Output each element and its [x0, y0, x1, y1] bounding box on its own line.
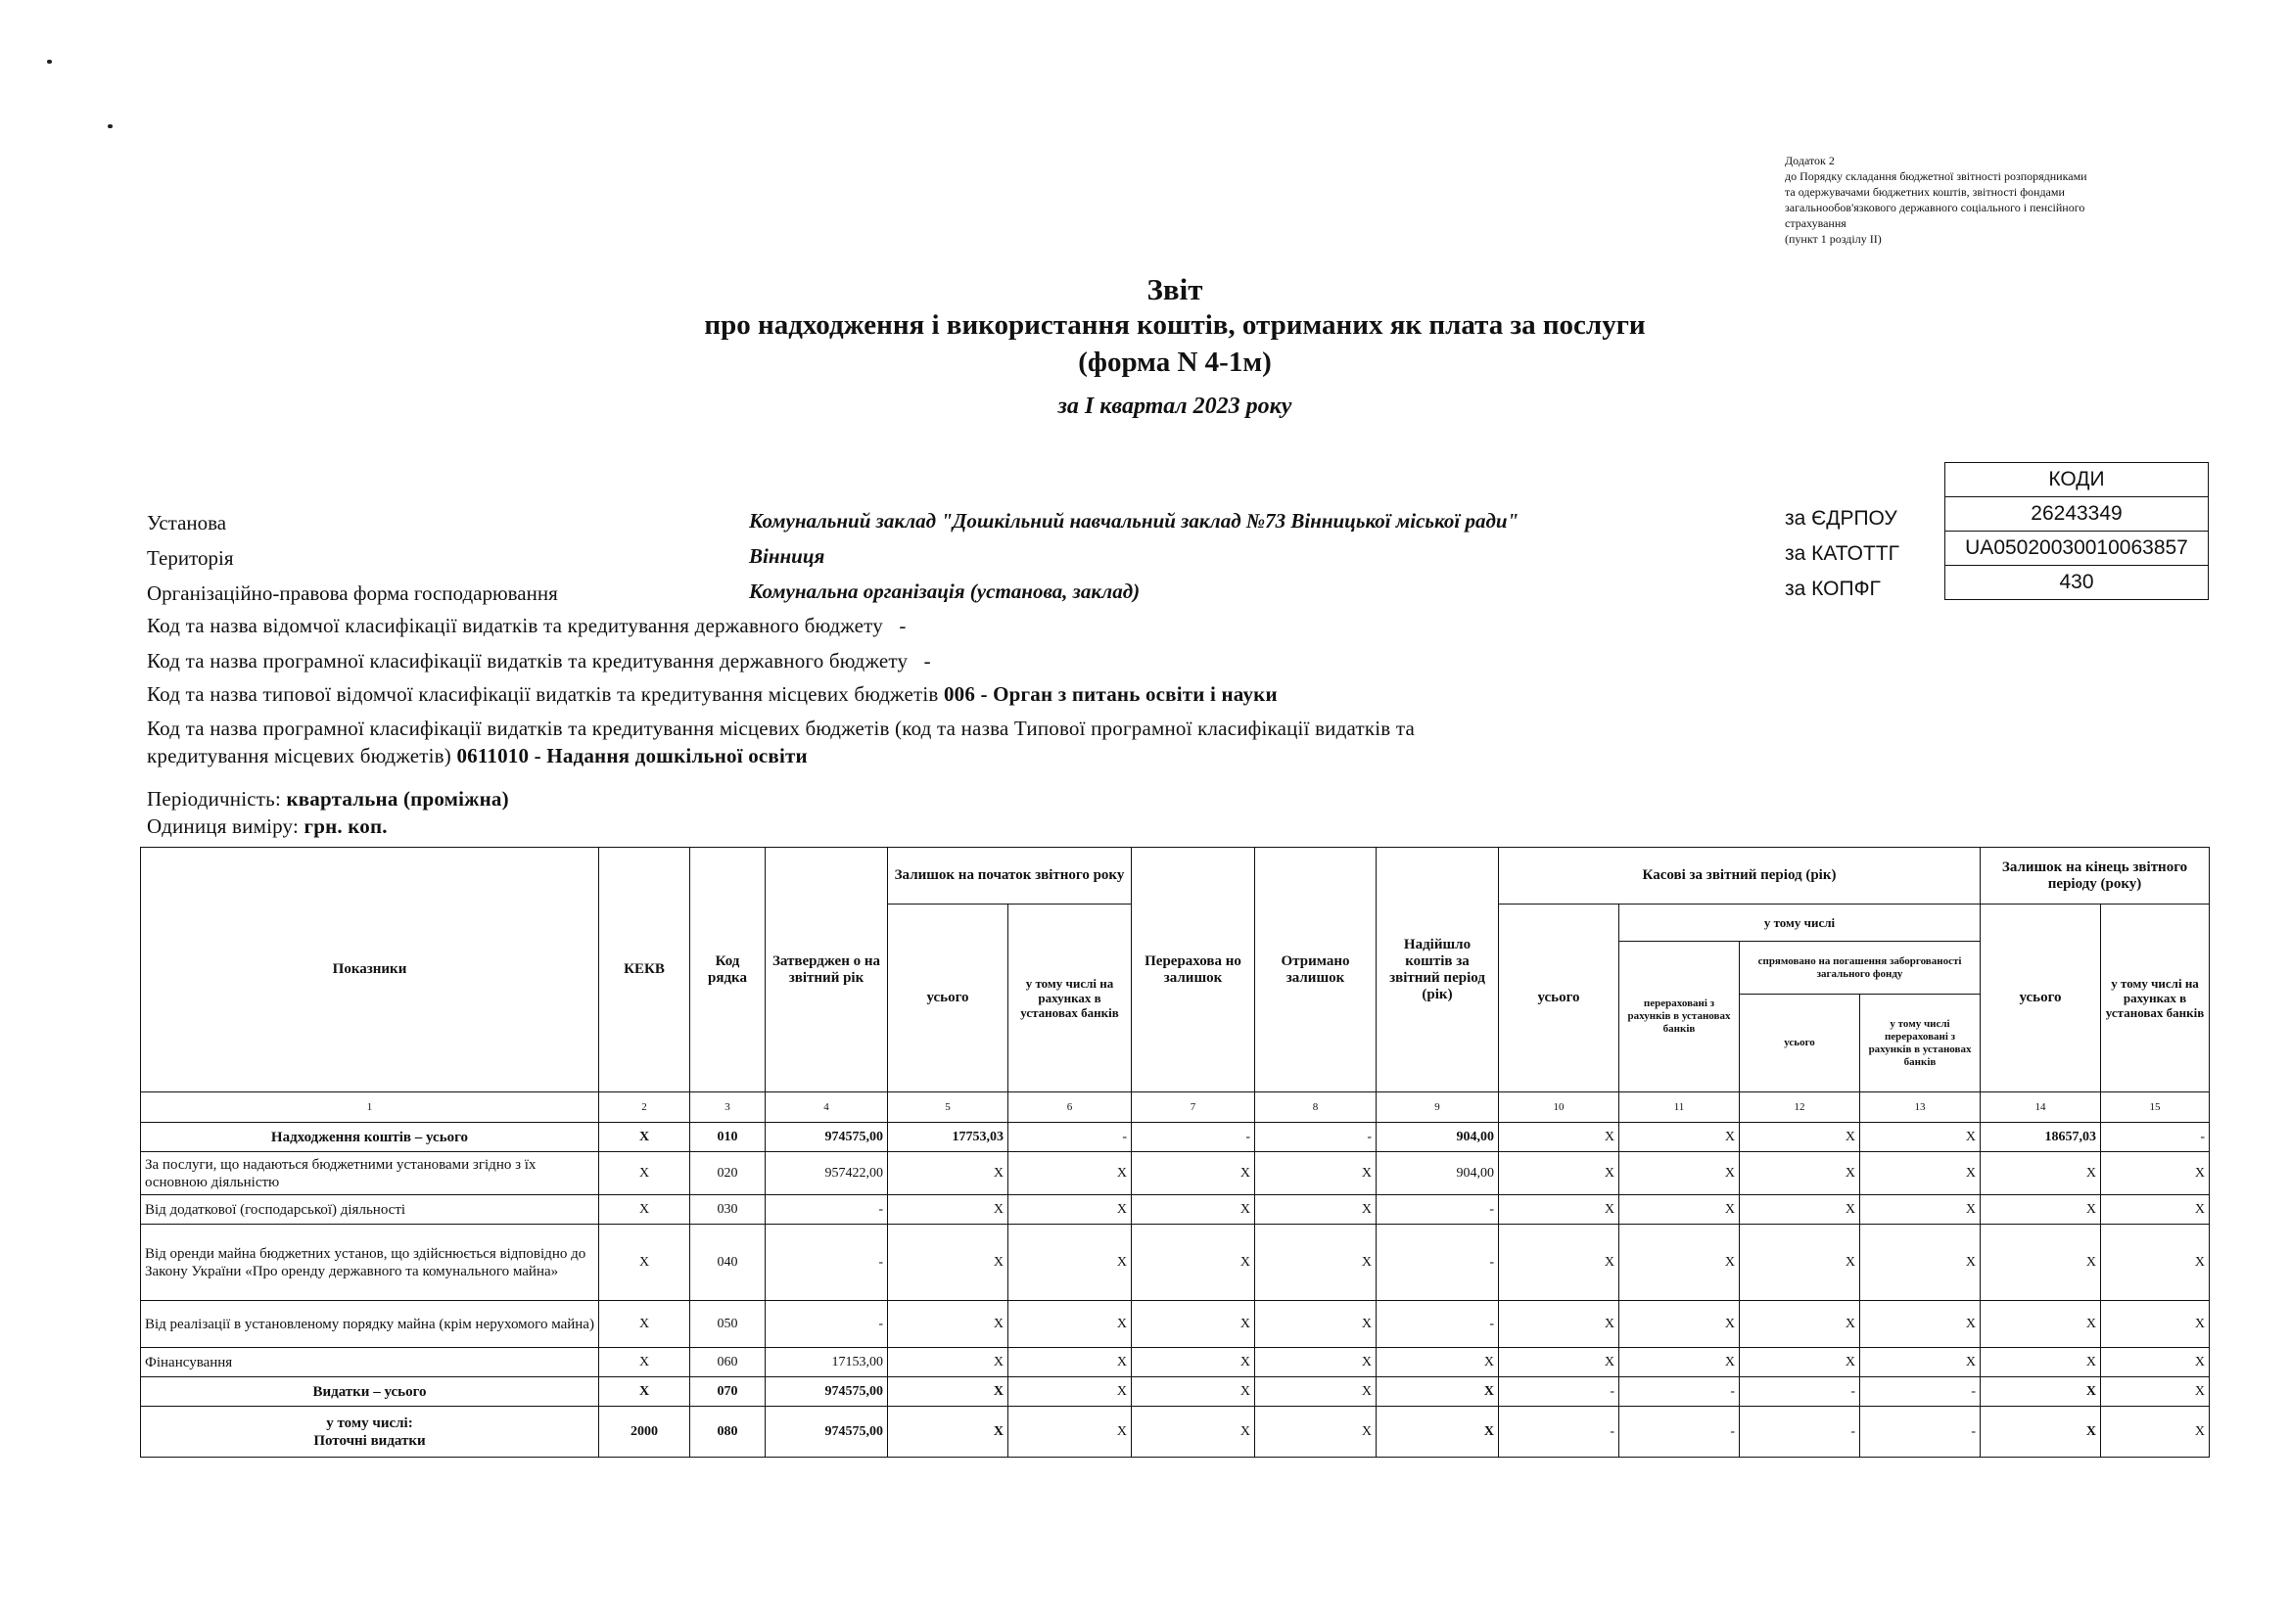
row-cell-c14: X	[1981, 1407, 2101, 1458]
table-row	[141, 1377, 2210, 1407]
row-cell-c11: -	[1619, 1377, 1740, 1407]
header-indicators: Показники	[141, 848, 599, 1092]
periodicity	[147, 787, 509, 812]
header-kekv: КЕКВ	[599, 848, 690, 1092]
classification-value: 006 - Орган з питань освіти і науки	[943, 682, 1278, 706]
column-number: 1	[141, 1092, 599, 1123]
header-start-total: усього	[888, 905, 1008, 1092]
unit	[147, 814, 388, 839]
row-cell-c6: X	[1008, 1407, 1132, 1458]
row-cell-c8: X	[1255, 1348, 1377, 1377]
row-cell-c11: X	[1619, 1152, 1740, 1195]
column-numbers-row	[141, 1092, 2210, 1123]
row-cell-c13: X	[1860, 1348, 1981, 1377]
row-cell-c8: -	[1255, 1123, 1377, 1152]
periodicity-value: квартальна (проміжна)	[286, 787, 509, 811]
row-cell-c13: X	[1860, 1123, 1981, 1152]
appendix-note	[1785, 153, 2206, 247]
org-form-label: Організаційно-правова форма господарювання	[147, 581, 558, 605]
row-cell-c15: X	[2101, 1407, 2210, 1458]
row-cell-c10: -	[1499, 1377, 1619, 1407]
header-row-code: Код рядка	[690, 848, 766, 1092]
row-cell-code: 060	[690, 1348, 766, 1377]
row-cell-c4: 957422,00	[766, 1152, 888, 1195]
table-row	[141, 1123, 2210, 1152]
row-cell-c11: X	[1619, 1301, 1740, 1348]
kopfg-value: 430	[1945, 566, 2209, 600]
row-cell-c11: X	[1619, 1123, 1740, 1152]
row-cell-c4: -	[766, 1301, 888, 1348]
row-cell-c11: X	[1619, 1348, 1740, 1377]
institution-label: Установа	[147, 511, 227, 534]
row-cell-c11: X	[1619, 1225, 1740, 1301]
table-row	[141, 1348, 2210, 1377]
row-cell-c8: X	[1255, 1407, 1377, 1458]
report-title: Звіт	[1146, 272, 1203, 306]
header-start-in-banks: у тому числі на рахунках в установах банків	[1008, 905, 1132, 1092]
column-number: 7	[1132, 1092, 1255, 1123]
classification-text: Код та назва типової відомчої класифікації видатків та кредитування місцевих бюджетів	[147, 682, 939, 706]
row-cell-c7: X	[1132, 1301, 1255, 1348]
appendix-line: та одержувачами бюджетних коштів, звітності фондами	[1785, 185, 2065, 199]
column-number: 3	[690, 1092, 766, 1123]
row-cell-c14: 18657,03	[1981, 1123, 2101, 1152]
row-cell-c7: X	[1132, 1152, 1255, 1195]
row-cell-c7: X	[1132, 1377, 1255, 1407]
codes-table	[1944, 462, 2209, 600]
column-number: 15	[2101, 1092, 2210, 1123]
row-cell-c10: X	[1499, 1301, 1619, 1348]
column-number: 8	[1255, 1092, 1377, 1123]
classification-text: кредитування місцевих бюджетів)	[147, 744, 451, 767]
row-cell-c4: 974575,00	[766, 1407, 888, 1458]
row-indicator-name: Від оренди майна бюджетних установ, що здійснюється відповідно до Закону України «Про оренду державного та комунального майна»	[141, 1225, 599, 1301]
row-cell-c5: X	[888, 1225, 1008, 1301]
row-cell-c13: X	[1860, 1301, 1981, 1348]
row-cell-c15: X	[2101, 1152, 2210, 1195]
row-cell-c6: X	[1008, 1225, 1132, 1301]
row-cell-c12: X	[1740, 1195, 1860, 1225]
column-number: 12	[1740, 1092, 1860, 1123]
codes-header: КОДИ	[1945, 463, 2209, 497]
header-received: Отримано залишок	[1255, 848, 1377, 1092]
row-cell-c13: X	[1860, 1152, 1981, 1195]
header-balance-start: Залишок на початок звітного року	[888, 848, 1132, 905]
classification-text: Код та назва відомчої класифікації видатків та кредитування державного бюджету	[147, 614, 883, 637]
row-cell-c6: X	[1008, 1152, 1132, 1195]
row-cell-c10: X	[1499, 1123, 1619, 1152]
row-cell-c9: X	[1377, 1348, 1499, 1377]
table-row	[141, 1225, 2210, 1301]
edrpou-value: 26243349	[1945, 497, 2209, 532]
report-table	[140, 847, 2210, 1458]
appendix-line: до Порядку складання бюджетної звітності розпорядниками	[1785, 169, 2087, 183]
appendix-line: страхування	[1785, 216, 1846, 230]
row-cell-c6: X	[1008, 1377, 1132, 1407]
unit-label: Одиниця виміру:	[147, 814, 299, 838]
row-cell-c7: -	[1132, 1123, 1255, 1152]
row-cell-c4: 17153,00	[766, 1348, 888, 1377]
header-end-in-banks: у тому числі на рахунках в установах банків	[2101, 905, 2210, 1092]
row-cell-c7: X	[1132, 1348, 1255, 1377]
classification-text: Код та назва програмної класифікації видатків та кредитування державного бюджету	[147, 649, 909, 673]
row-cell-c10: X	[1499, 1152, 1619, 1195]
row-cell-c9: -	[1377, 1225, 1499, 1301]
report-form-number: (форма N 4-1м)	[1078, 347, 1272, 378]
row-cell-c4: 974575,00	[766, 1123, 888, 1152]
row-cell-c14: X	[1981, 1348, 2101, 1377]
classification-line-3	[147, 682, 1278, 707]
header-debt-total: усього	[1740, 995, 1860, 1092]
row-cell-c13: X	[1860, 1225, 1981, 1301]
table-row	[141, 1195, 2210, 1225]
report-subtitle: про надходження і використання коштів, отриманих як плата за послуги	[704, 309, 1646, 341]
row-cell-code: 050	[690, 1301, 766, 1348]
row-cell-c7: X	[1132, 1407, 1255, 1458]
row-cell-c9: 904,00	[1377, 1152, 1499, 1195]
classification-text: Код та назва програмної класифікації видатків та кредитування місцевих бюджетів (код та назва Типової програмної класифікації видатків та	[147, 717, 1416, 740]
katottg-label: за КАТОТТГ	[1785, 542, 1899, 565]
row-cell-kekv: 2000	[599, 1407, 690, 1458]
row-cell-c9: 904,00	[1377, 1123, 1499, 1152]
row-cell-kekv: X	[599, 1123, 690, 1152]
table-row	[141, 1152, 2210, 1195]
org-form-value: Комунальна організація (установа, заклад)	[749, 580, 1141, 603]
row-cell-c5: X	[888, 1195, 1008, 1225]
row-cell-c10: X	[1499, 1195, 1619, 1225]
row-indicator-name: За послуги, що надаються бюджетними установами згідно з їх основною діяльністю	[141, 1152, 599, 1195]
column-number: 4	[766, 1092, 888, 1123]
row-cell-code: 030	[690, 1195, 766, 1225]
row-cell-c5: X	[888, 1348, 1008, 1377]
row-cell-c15: -	[2101, 1123, 2210, 1152]
territory-label: Територія	[147, 546, 234, 570]
header-cash-transferred: перераховані з рахунків в установах банків	[1619, 942, 1740, 1092]
column-number: 11	[1619, 1092, 1740, 1123]
row-indicator-name: Видатки – усього	[141, 1377, 599, 1407]
row-cell-c12: X	[1740, 1301, 1860, 1348]
row-cell-kekv: X	[599, 1377, 690, 1407]
row-cell-c12: X	[1740, 1348, 1860, 1377]
table-body	[141, 1123, 2210, 1458]
header-received-funds: Надійшло коштів за звітний період (рік)	[1377, 848, 1499, 1092]
row-cell-code: 040	[690, 1225, 766, 1301]
header-cash-debt: спрямовано на погашення заборгованості загального фонду	[1740, 942, 1981, 995]
row-cell-c14: X	[1981, 1152, 2101, 1195]
row-cell-c15: X	[2101, 1195, 2210, 1225]
row-cell-kekv: X	[599, 1225, 690, 1301]
row-indicator-name: Від реалізації в установленому порядку майна (крім нерухомого майна)	[141, 1301, 599, 1348]
row-cell-c7: X	[1132, 1225, 1255, 1301]
row-cell-c12: X	[1740, 1152, 1860, 1195]
row-cell-c15: X	[2101, 1225, 2210, 1301]
row-cell-c5: 17753,03	[888, 1123, 1008, 1152]
row-cell-c14: X	[1981, 1377, 2101, 1407]
row-cell-c11: X	[1619, 1195, 1740, 1225]
row-cell-c13: -	[1860, 1377, 1981, 1407]
row-cell-c12: -	[1740, 1407, 1860, 1458]
row-indicator-line: у тому числі:	[326, 1415, 413, 1431]
column-number: 10	[1499, 1092, 1619, 1123]
row-cell-c8: X	[1255, 1301, 1377, 1348]
row-indicator-line: Поточні видатки	[313, 1432, 426, 1449]
periodicity-label: Періодичність:	[147, 787, 281, 811]
column-number: 5	[888, 1092, 1008, 1123]
classification-line-5	[147, 744, 808, 768]
row-cell-c8: X	[1255, 1377, 1377, 1407]
row-cell-c15: X	[2101, 1301, 2210, 1348]
row-cell-c5: X	[888, 1152, 1008, 1195]
row-cell-c14: X	[1981, 1301, 2101, 1348]
row-cell-c6: -	[1008, 1123, 1132, 1152]
row-cell-c7: X	[1132, 1195, 1255, 1225]
row-cell-c4: 974575,00	[766, 1377, 888, 1407]
row-cell-kekv: X	[599, 1195, 690, 1225]
row-cell-c15: X	[2101, 1348, 2210, 1377]
row-cell-code: 020	[690, 1152, 766, 1195]
row-cell-c9: -	[1377, 1195, 1499, 1225]
header-cash: Касові за звітний період (рік)	[1499, 848, 1981, 905]
row-cell-c10: X	[1499, 1348, 1619, 1377]
row-cell-code: 080	[690, 1407, 766, 1458]
scan-speck	[47, 60, 52, 64]
column-number: 14	[1981, 1092, 2101, 1123]
unit-value: грн. коп.	[304, 814, 388, 838]
header-including: у тому числі	[1619, 905, 1981, 942]
row-cell-c10: X	[1499, 1225, 1619, 1301]
classification-line-2	[147, 649, 931, 673]
header-debt-transferred: у тому числі перераховані з рахунків в установах банків	[1860, 995, 1981, 1092]
classification-line-1	[147, 614, 907, 638]
kopfg-label: за КОПФГ	[1785, 578, 1881, 600]
row-cell-c6: X	[1008, 1195, 1132, 1225]
header-end-total: усього	[1981, 905, 2101, 1092]
scan-speck	[108, 124, 113, 128]
row-cell-c14: X	[1981, 1195, 2101, 1225]
appendix-line: загальнообов'язкового державного соціального і пенсійного	[1785, 201, 2085, 214]
row-indicator-name: Фінансування	[141, 1348, 599, 1377]
row-cell-c12: X	[1740, 1123, 1860, 1152]
appendix-line: (пункт 1 розділу II)	[1785, 232, 1882, 246]
header-cash-total: усього	[1499, 905, 1619, 1092]
institution-value: Комунальний заклад "Дошкільний навчальний заклад №73 Вінницької міської ради"	[749, 509, 1519, 533]
row-cell-c4: -	[766, 1225, 888, 1301]
appendix-line: Додаток 2	[1785, 154, 1835, 167]
column-number: 6	[1008, 1092, 1132, 1123]
territory-value: Вінниця	[749, 544, 825, 568]
row-cell-c8: X	[1255, 1195, 1377, 1225]
table-row	[141, 1407, 2210, 1458]
row-indicator-name: Надходження коштів – усього	[141, 1123, 599, 1152]
report-period: за I квартал 2023 року	[1057, 394, 1292, 419]
classification-value: 0611010 - Надання дошкільної освіти	[456, 744, 808, 767]
row-cell-c14: X	[1981, 1225, 2101, 1301]
row-cell-kekv: X	[599, 1301, 690, 1348]
row-cell-code: 010	[690, 1123, 766, 1152]
row-cell-c10: -	[1499, 1407, 1619, 1458]
row-cell-c9: -	[1377, 1301, 1499, 1348]
row-cell-c12: X	[1740, 1225, 1860, 1301]
row-cell-c12: -	[1740, 1377, 1860, 1407]
katottg-value: UA05020030010063857	[1945, 532, 2209, 566]
column-number: 9	[1377, 1092, 1499, 1123]
row-cell-c5: X	[888, 1301, 1008, 1348]
row-indicator-name: Від додаткової (господарської) діяльності	[141, 1195, 599, 1225]
table-row	[141, 1301, 2210, 1348]
row-cell-c15: X	[2101, 1377, 2210, 1407]
row-cell-c6: X	[1008, 1348, 1132, 1377]
row-cell-c8: X	[1255, 1152, 1377, 1195]
row-cell-code: 070	[690, 1377, 766, 1407]
row-cell-c5: X	[888, 1407, 1008, 1458]
row-cell-c6: X	[1008, 1301, 1132, 1348]
row-cell-c11: -	[1619, 1407, 1740, 1458]
header-balance-end: Залишок на кінець звітного періоду (року)	[1981, 848, 2210, 905]
row-cell-c9: X	[1377, 1377, 1499, 1407]
column-number: 2	[599, 1092, 690, 1123]
classification-value: -	[923, 649, 931, 673]
column-number: 13	[1860, 1092, 1981, 1123]
header-transferred: Перерахова но залишок	[1132, 848, 1255, 1092]
classification-line-4	[147, 717, 1415, 741]
row-cell-kekv: X	[599, 1348, 690, 1377]
header-approved: Затверджен о на звітний рік	[766, 848, 888, 1092]
row-cell-c13: -	[1860, 1407, 1981, 1458]
row-cell-c8: X	[1255, 1225, 1377, 1301]
row-cell-c5: X	[888, 1377, 1008, 1407]
row-indicator-name	[141, 1407, 599, 1458]
row-cell-c9: X	[1377, 1407, 1499, 1458]
row-cell-c4: -	[766, 1195, 888, 1225]
row-cell-c13: X	[1860, 1195, 1981, 1225]
classification-value: -	[899, 614, 907, 637]
row-cell-kekv: X	[599, 1152, 690, 1195]
edrpou-label: за ЄДРПОУ	[1785, 507, 1897, 530]
